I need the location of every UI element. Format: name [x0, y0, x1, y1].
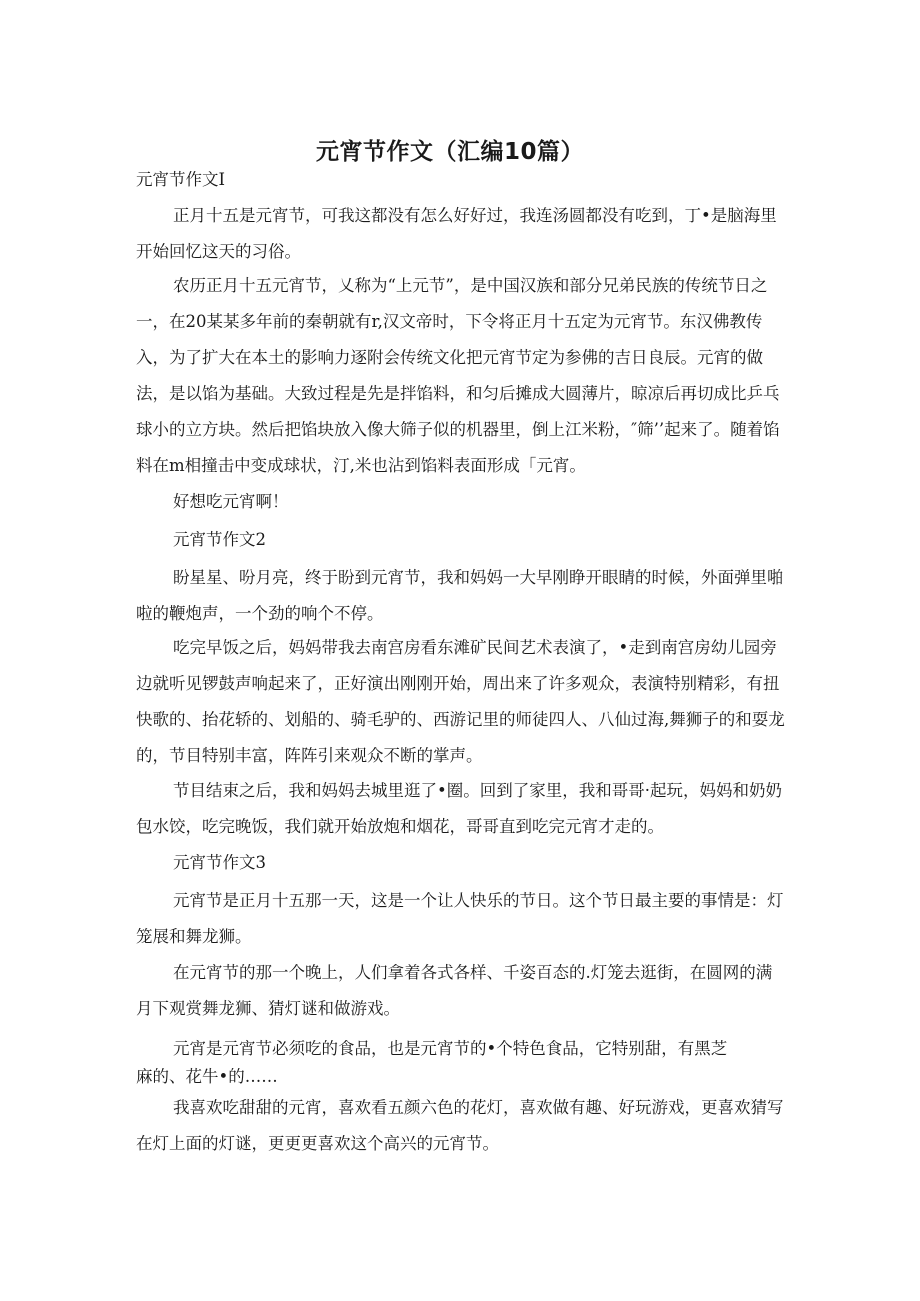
paragraph: 盼星星、吩月亮，终于盼到元宵节，我和妈妈一大早刚睁开眼睛的时候，外面弹里啪啦的鞭炮声，一个劲的响个不停。	[136, 568, 784, 623]
paragraph: 在元宵节的那一个晚上，人们拿着各式各样、千姿百态的.灯笼去逛街，在圆网的满月下观赏舞龙狮、猜灯谜和做游戏。	[136, 963, 773, 1018]
paragraph: 正月十五是元宵节，可我这都没有怎么好好过，我连汤圆都没有吃到，丁•是脑海里开始回忆这天的习俗。	[136, 206, 777, 261]
section-heading: 元宵节作文3	[173, 853, 266, 872]
section-heading: 元宵节作文I	[136, 170, 226, 189]
section-heading: 元宵节作文2	[173, 530, 266, 549]
paragraph: 好想吃元宵啊！	[173, 492, 289, 511]
paragraph: 吃完早饭之后，妈妈带我去南宫房看东滩矿民间艺术表演了，•走到南宫房幼儿园旁边就听见锣鼓声响起来了，正好演出刚刚开始，周出来了许多观众，表演特别精彩，有扭快歌的、抬花轿的、划船的、骑毛驴的、西游记里的师徒四人、八仙过海,舞狮子的和耍龙的，节目特别丰富，阵阵引来观众不断的掌声。	[136, 638, 785, 765]
paragraph: 我喜欢吃甜甜的元宵，喜欢看五颜六色的花灯，喜欢做有趣、好玩游戏，更喜欢猜写在灯上面的灯谜，更更更喜欢这个高兴的元宵节。	[136, 1098, 784, 1153]
paragraph: 节目结束之后，我和妈妈去城里逛了•圈。回到了家里，我和哥哥·起玩，妈妈和奶奶包水饺，吃完晚饭，我们就开始放炮和烟花，哥哥直到吃完元宵才走的。	[136, 781, 782, 836]
paragraph: 元宵是元宵节必须吃的食品，也是元宵节的•个特色食品，它特别甜，有黑芝麻的、花牛•的……	[136, 1039, 728, 1086]
paragraph: 农历正月十五元宵节，乂称为“上元节”，是中国汉族和部分兄弟民族的传统节日之一，在20某某多年前的秦朝就有r,汉文帝时，下令将正月十五定为元宵节。东汉佛教传入，为了扩大在本土的影响力逐附会传统文化把元宵节定为参佛的吉日良辰。元宵的做法，是以馅为基础。大致过程是先是拌馅料，和匀后摊成大圆薄片，晾凉后再切成比乒乓球小的立方块。然后把馅块放入像大筛子似的机器里，倒上江米粉，″筛’’起来了。随着馅料在m相撞击中变成球状，汀,米也沾到馅料表面形成「元宵。	[136, 276, 780, 475]
paragraph: 元宵节是正月十五那一天，这是一个让人快乐的节日。这个节日最主要的事情是：灯笼展和舞龙狮。	[136, 891, 784, 946]
document-title: 元宵节作文（汇编10篇）	[315, 139, 584, 166]
